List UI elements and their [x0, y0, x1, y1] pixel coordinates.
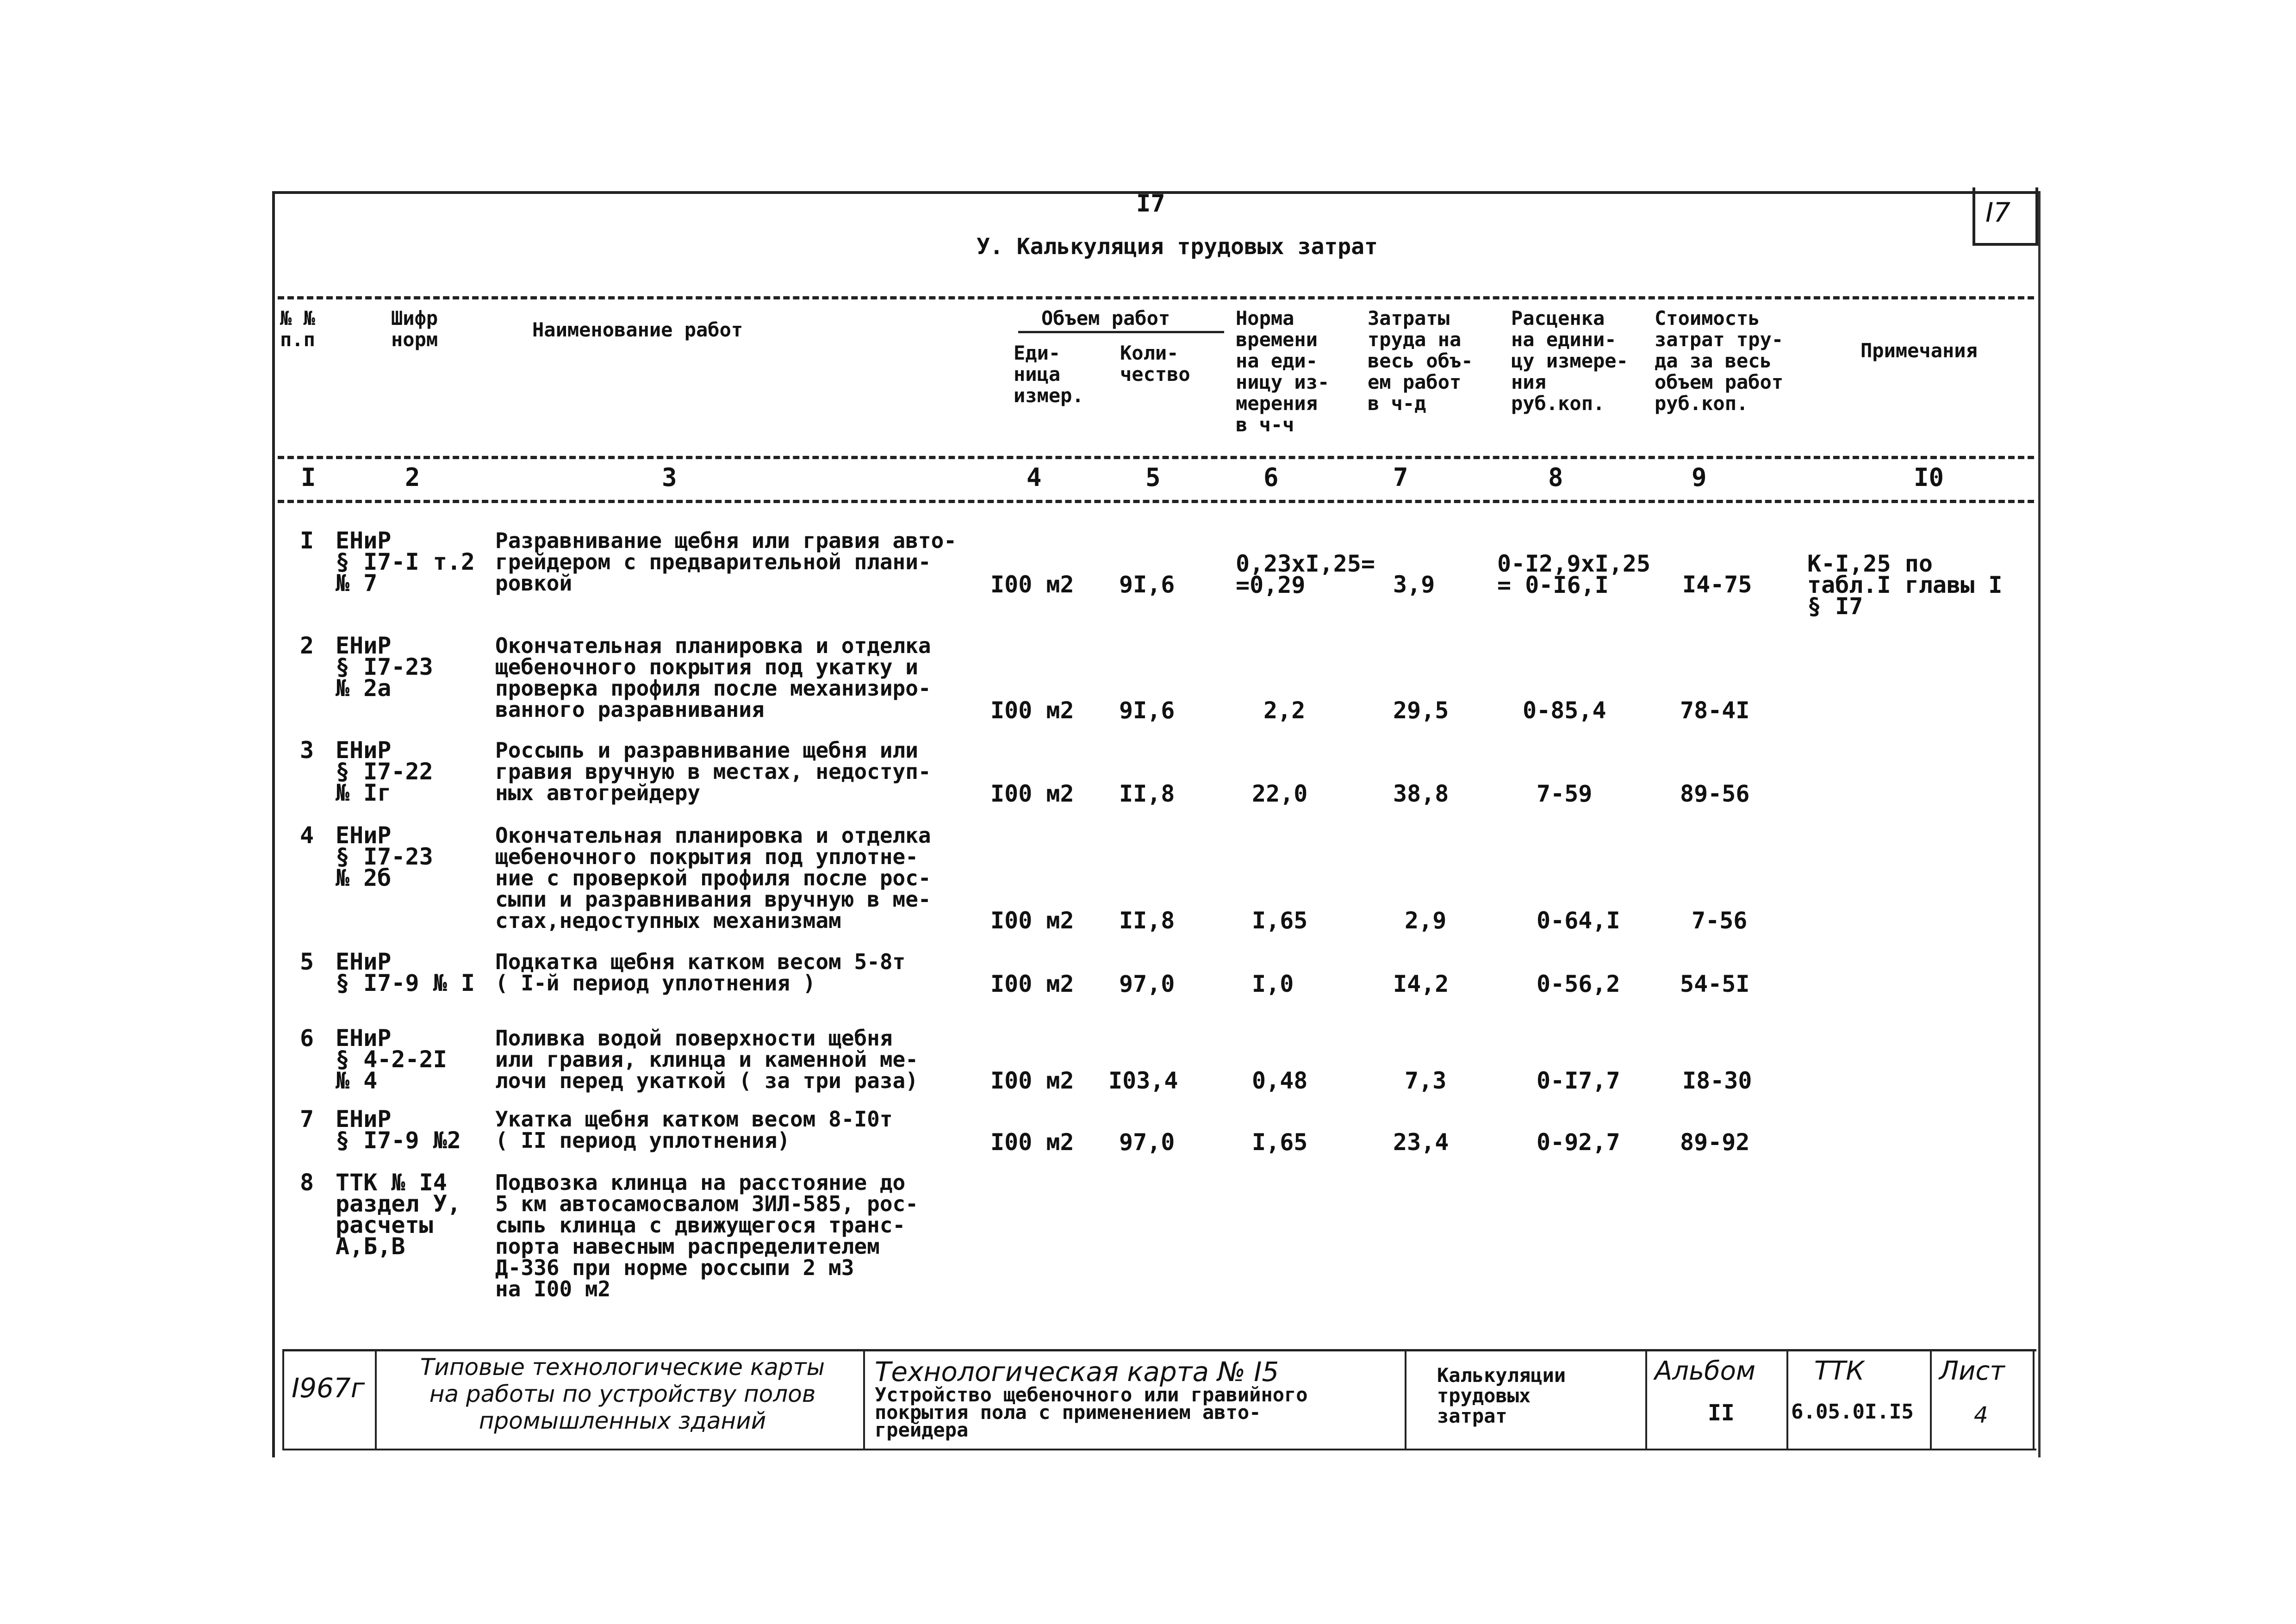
colnum-6: 6 — [1263, 463, 1279, 492]
row-7-name: Укатка щебня катком весом 8-I0т ( II период уплотнения) — [495, 1107, 893, 1153]
row-6-num: 6 — [300, 1025, 314, 1052]
row-5-norm: I,0 — [1252, 971, 1294, 997]
row-5-unit: I00 м2 — [990, 971, 1074, 997]
stamp-year: I967г — [292, 1372, 365, 1404]
row-3-cost: 89-56 — [1680, 780, 1750, 807]
row-6-norm: 0,48 — [1252, 1067, 1308, 1094]
row-7-unit: I00 м2 — [990, 1129, 1074, 1156]
row-1-labor: 3,9 — [1393, 571, 1435, 598]
stamp-album-value: II — [1708, 1400, 1735, 1426]
stamp-div-5 — [1786, 1349, 1788, 1450]
row-6-rate: 0-I7,7 — [1537, 1067, 1620, 1094]
row-4-name: Окончательная планировка и отделка щебеночного покрытия под уплотне- ние с проверкой профиля после рос- сыпи и разравнивания вручную в ме- стах,недоступных механизмам — [495, 823, 931, 933]
row-1-name: Разравнивание щебня или гравия авто- грейдером с предварительной плани- ровкой — [495, 528, 957, 596]
row-6-cost: I8-30 — [1682, 1067, 1752, 1094]
colnum-7: 7 — [1393, 463, 1408, 492]
row-3-unit: I00 м2 — [990, 780, 1074, 807]
stamp-card-title: Технологическая карта № I5 — [875, 1356, 1279, 1388]
header-work-name: Наименование работ — [532, 318, 743, 341]
stamp-sheet-label: Лист — [1939, 1356, 2005, 1386]
row-6-unit: I00 м2 — [990, 1067, 1074, 1094]
stamp-ttk-value: 6.05.0I.I5 — [1791, 1400, 1914, 1424]
header-bottom-rule — [278, 456, 2034, 459]
row-8-num: 8 — [300, 1169, 314, 1196]
row-1-rate: 0-I2,9хI,25 = 0-I6,I — [1497, 550, 1651, 598]
row-4-num: 4 — [300, 822, 314, 849]
header-norm: Норма времени на еди- ницу из- мерения в ч-ч — [1236, 307, 1330, 436]
row-1-cost: I4-75 — [1682, 571, 1752, 598]
header-top-rule — [278, 296, 2034, 299]
row-1-code: ЕНиР § I7-I т.2 № 7 — [336, 527, 475, 597]
header-labor: Затраты труда на весь объ- ем работ в ч-д — [1368, 307, 1473, 415]
header-cost: Стоимость затрат тру- да за весь объем работ руб.коп. — [1655, 307, 1784, 415]
row-1-qty: 9I,6 — [1119, 571, 1175, 598]
row-2-name: Окончательная планировка и отделка щебеночного покрытия под укатку и проверка профиля после механизиро- ванного разравнивания — [495, 633, 931, 722]
row-4-labor: 2,9 — [1405, 907, 1447, 934]
row-4-rate: 0-64,I — [1537, 907, 1620, 934]
row-3-name: Россыпь и разравнивание щебня или гравия вручную в местах, недоступ- ных автогрейдеру — [495, 738, 931, 805]
row-7-cost: 89-92 — [1680, 1129, 1750, 1156]
stamp-album-label: Альбом — [1655, 1356, 1756, 1386]
stamp-ttk-label: ТТК — [1814, 1356, 1865, 1386]
row-4-qty: II,8 — [1119, 907, 1175, 934]
header-qty: Коли- чество — [1120, 342, 1190, 386]
row-3-qty: II,8 — [1119, 780, 1175, 807]
row-5-qty: 97,0 — [1119, 971, 1175, 997]
row-3-num: 3 — [300, 737, 314, 764]
row-5-labor: I4,2 — [1393, 971, 1449, 997]
row-2-qty: 9I,6 — [1119, 697, 1175, 724]
row-8-code: ТТК № I4 раздел У, расчеты А,Б,В — [336, 1169, 461, 1260]
row-2-norm: 2,2 — [1263, 697, 1306, 724]
row-2-unit: I00 м2 — [990, 697, 1074, 724]
header-notes: Примечания — [1860, 339, 1978, 362]
colnum-9: 9 — [1692, 463, 1707, 492]
volume-underline — [1018, 331, 1224, 333]
row-2-rate: 0-85,4 — [1523, 697, 1606, 724]
row-1-norm: 0,23хI,25= =0,29 — [1236, 550, 1375, 598]
row-6-code: ЕНиР § 4-2-2I № 4 — [336, 1025, 447, 1094]
stamp-section: Калькуляции трудовых затрат — [1437, 1364, 1566, 1427]
page-number: I7 — [1136, 190, 1165, 218]
stamp-div-4 — [1645, 1349, 1647, 1450]
row-2-labor: 29,5 — [1393, 697, 1449, 724]
stamp-div-2 — [863, 1349, 865, 1450]
row-5-num: 5 — [300, 948, 314, 975]
row-4-norm: I,65 — [1252, 907, 1308, 934]
corner-sheet-number: I7 — [1985, 197, 2011, 228]
row-6-qty: I03,4 — [1108, 1067, 1178, 1094]
stamp-sheet-value: 4 — [1974, 1402, 1988, 1428]
stamp-bottom-rule — [282, 1449, 2036, 1450]
row-2-code: ЕНиР § I7-23 № 2а — [336, 632, 433, 702]
stamp-div-6 — [1930, 1349, 1932, 1450]
colnum-5: 5 — [1145, 463, 1161, 492]
row-4-code: ЕНиР § I7-23 № 2б — [336, 822, 433, 891]
row-6-labor: 7,3 — [1405, 1067, 1447, 1094]
header-unit: Еди- ница измер. — [1014, 342, 1084, 407]
row-3-labor: 38,8 — [1393, 780, 1449, 807]
colnum-bottom-rule — [278, 500, 2034, 503]
row-8-name: Подвозка клинца на расстояние до 5 км автосамосвалом ЗИЛ-585, рос- сыпь клинца с движущегося транс- порта навесным распределителем Д-336 при норме россыпи 2 м3 на I00 м2 — [495, 1170, 918, 1301]
row-4-cost: 7-56 — [1692, 907, 1748, 934]
row-3-code: ЕНиР § I7-22 № Iг — [336, 737, 433, 806]
stamp-top-rule — [282, 1349, 2036, 1351]
stamp-div-3 — [1405, 1349, 1406, 1450]
row-5-rate: 0-56,2 — [1537, 971, 1620, 997]
row-7-qty: 97,0 — [1119, 1129, 1175, 1156]
row-7-rate: 0-92,7 — [1537, 1129, 1620, 1156]
section-title: У. Калькуляция трудовых затрат — [977, 234, 1378, 260]
colnum-1: I — [301, 463, 316, 492]
stamp-left-rule — [282, 1349, 284, 1450]
stamp-right-rule — [2033, 1349, 2035, 1450]
row-3-norm: 22,0 — [1252, 780, 1308, 807]
row-2-cost: 78-4I — [1680, 697, 1750, 724]
row-7-labor: 23,4 — [1393, 1129, 1449, 1156]
stamp-card-desc: Устройство щебеночного или гравийного покрытия пола с применением авто- грейдера — [875, 1383, 1308, 1441]
row-7-norm: I,65 — [1252, 1129, 1308, 1156]
row-7-code: ЕНиР § I7-9 №2 — [336, 1106, 461, 1154]
row-2-num: 2 — [300, 632, 314, 659]
colnum-4: 4 — [1027, 463, 1042, 492]
header-num: № № п.п — [280, 307, 315, 351]
row-7-num: 7 — [300, 1106, 314, 1132]
row-1-unit: I00 м2 — [990, 571, 1074, 598]
stamp-div-1 — [375, 1349, 377, 1450]
row-1-note: К-I,25 по табл.I главы I § I7 — [1807, 550, 2003, 620]
header-volume: Объем работ — [1041, 307, 1170, 330]
row-5-cost: 54-5I — [1680, 971, 1750, 997]
stamp-series: Типовые технологические карты на работы по устройству полов промышленных зданий — [420, 1354, 825, 1434]
row-5-code: ЕНиР § I7-9 № I — [336, 948, 475, 996]
row-6-name: Поливка водой поверхности щебня или гравия, клинца и каменной ме- лочи перед укаткой ( за три раза) — [495, 1026, 918, 1093]
row-4-unit: I00 м2 — [990, 907, 1074, 934]
colnum-8: 8 — [1548, 463, 1563, 492]
colnum-10: I0 — [1914, 463, 1944, 492]
row-5-name: Подкатка щебня катком весом 5-8т ( I-й период уплотнения ) — [495, 949, 906, 996]
colnum-2: 2 — [405, 463, 420, 492]
row-1-num: I — [300, 527, 314, 554]
header-code: Шифр норм — [391, 307, 438, 351]
colnum-3: 3 — [662, 463, 677, 492]
header-rate: Расценка на едини- цу измере- ния руб.коп. — [1511, 307, 1628, 415]
row-3-rate: 7-59 — [1537, 780, 1593, 807]
